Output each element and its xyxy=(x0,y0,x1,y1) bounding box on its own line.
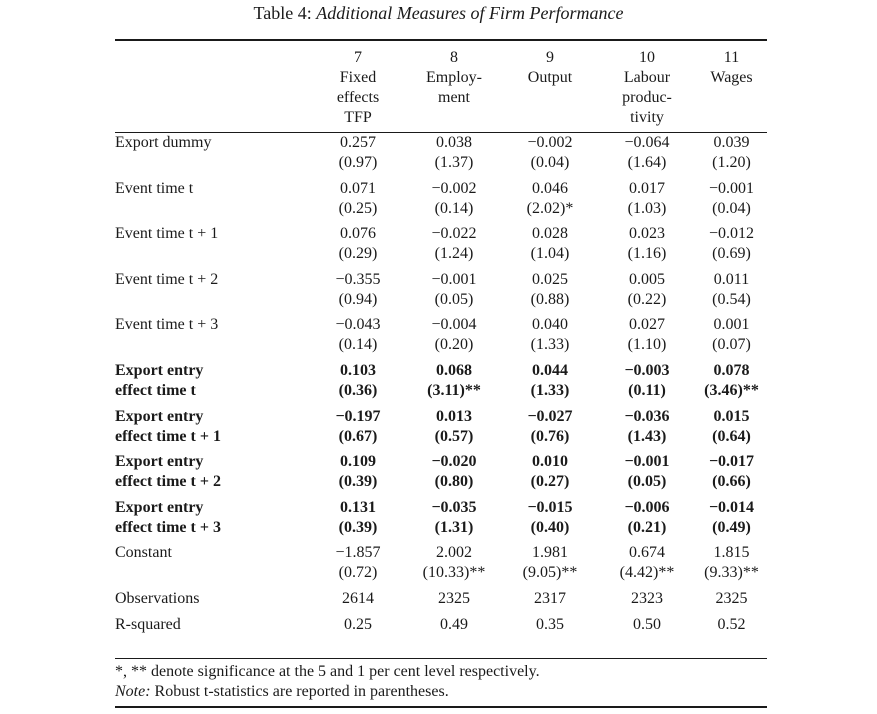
coefficient: 0.103 xyxy=(340,361,376,379)
value-cell xyxy=(406,133,502,179)
caption-title: Additional Measures of Firm Performance xyxy=(316,3,624,23)
t-statistic: (9.05)** xyxy=(522,564,578,582)
coefficient: 0.010 xyxy=(532,453,568,471)
summary-value: 2325 xyxy=(715,589,748,607)
table-row xyxy=(115,133,767,179)
significance-note: *, ** denote significance at the 5 and 1 per cent level respectively. xyxy=(115,663,540,680)
t-statistic: (1.31) xyxy=(434,518,474,536)
regression-table xyxy=(115,48,767,641)
t-statistic: (0.05) xyxy=(434,290,474,308)
value-cell xyxy=(696,224,767,270)
value-cell xyxy=(310,315,406,361)
coefficient: −0.001 xyxy=(624,453,670,471)
note-label: Note: xyxy=(115,683,151,700)
coefficient: −0.036 xyxy=(624,407,670,425)
value-cell xyxy=(598,179,696,225)
coefficient: 1.815 xyxy=(713,544,750,562)
column-header-row xyxy=(115,48,767,133)
t-statistic: (0.14) xyxy=(434,199,474,217)
coefficient: −0.015 xyxy=(527,498,573,516)
t-statistic: (0.29) xyxy=(338,245,378,263)
coefficient: 0.044 xyxy=(532,361,568,379)
t-statistic: (0.69) xyxy=(712,245,751,263)
coefficient: −0.014 xyxy=(708,498,755,516)
coefficient: 0.076 xyxy=(340,225,376,243)
t-statistic: (0.04) xyxy=(530,154,570,171)
value-cell xyxy=(598,224,696,270)
column-number: 7 xyxy=(354,49,362,66)
column-title-line: TFP xyxy=(344,109,372,126)
column-title-line: ment xyxy=(438,89,470,106)
summary-row xyxy=(115,589,767,615)
footer-rule xyxy=(115,658,767,659)
coefficient: 0.068 xyxy=(436,361,472,379)
summary-value: 0.25 xyxy=(344,615,372,633)
coefficient: −0.355 xyxy=(335,270,381,288)
value-cell xyxy=(310,498,406,544)
row-label xyxy=(115,179,310,225)
coefficient: −0.027 xyxy=(527,407,573,425)
t-statistic: (0.14) xyxy=(338,336,378,354)
value-cell xyxy=(502,498,598,544)
t-statistic: (1.20) xyxy=(712,154,751,171)
value-cell xyxy=(310,224,406,270)
t-statistic: (0.72) xyxy=(338,564,378,582)
value-cell xyxy=(502,224,598,270)
summary-value: 2325 xyxy=(438,589,470,607)
t-statistic: (0.22) xyxy=(627,290,667,308)
summary-row xyxy=(115,615,767,641)
value-cell xyxy=(696,361,767,407)
value-cell xyxy=(502,315,598,361)
row-label-line: effect time t + 1 xyxy=(115,427,221,445)
value-cell xyxy=(696,133,767,179)
value-cell xyxy=(406,543,502,589)
value-cell xyxy=(310,179,406,225)
row-label-line: Constant xyxy=(115,544,172,562)
t-statistic: (1.04) xyxy=(530,245,570,263)
value-cell xyxy=(598,361,696,407)
t-statistic: (0.94) xyxy=(338,290,378,308)
coefficient: 0.046 xyxy=(532,179,568,197)
t-statistic: (0.25) xyxy=(338,199,378,217)
value-cell xyxy=(598,543,696,589)
coefficient: 0.039 xyxy=(713,134,750,151)
value-cell xyxy=(696,407,767,453)
t-statistic: (3.46)** xyxy=(704,381,759,399)
table-row xyxy=(115,224,767,270)
row-label xyxy=(115,133,310,179)
value-cell xyxy=(598,498,696,544)
row-label-line: Event time t xyxy=(115,179,194,197)
t-statistic: (9.33)** xyxy=(704,564,759,582)
column-header xyxy=(406,48,502,133)
value-cell xyxy=(406,407,502,453)
value-cell xyxy=(310,133,406,179)
value-cell xyxy=(696,498,767,544)
coefficient: 0.017 xyxy=(629,179,665,197)
coefficient: −0.064 xyxy=(624,134,670,151)
t-statistic: (0.04) xyxy=(712,199,751,217)
table-row xyxy=(115,452,767,498)
table-row xyxy=(115,498,767,544)
row-label xyxy=(115,407,310,453)
t-statistic: (0.80) xyxy=(434,473,474,491)
column-number: 11 xyxy=(723,49,740,66)
t-statistic: (1.10) xyxy=(627,336,667,354)
row-label xyxy=(115,498,310,544)
summary-value: 2614 xyxy=(342,589,374,607)
coefficient: 0.011 xyxy=(713,270,750,288)
t-statistic: (1.16) xyxy=(627,245,667,263)
value-cell xyxy=(310,543,406,589)
t-statistic: (0.66) xyxy=(712,473,751,491)
coefficient: −0.020 xyxy=(431,453,477,471)
coefficient: −0.006 xyxy=(624,498,670,516)
column-header xyxy=(310,48,406,133)
t-statistic: (0.07) xyxy=(712,336,751,354)
t-statistic: (3.11)** xyxy=(427,381,481,399)
column-number: 10 xyxy=(639,49,655,66)
t-statistic: (0.88) xyxy=(530,290,570,308)
row-label xyxy=(115,543,310,589)
t-statistic: (0.27) xyxy=(530,473,570,491)
t-statistic: (0.11) xyxy=(628,381,666,399)
t-statistic: (0.49) xyxy=(712,518,751,536)
summary-value: 2317 xyxy=(534,589,566,607)
column-title-line: tivity xyxy=(630,109,664,126)
row-label xyxy=(115,315,310,361)
row-label-line: effect time t + 2 xyxy=(115,473,221,491)
coefficient: 0.078 xyxy=(713,361,750,379)
column-number: 9 xyxy=(546,49,554,66)
row-label xyxy=(115,224,310,270)
row-label-line: Export entry xyxy=(115,498,204,516)
coefficient: 0.013 xyxy=(436,407,472,425)
row-label-line: effect time t + 3 xyxy=(115,518,221,536)
summary-label: Observations xyxy=(115,589,200,607)
t-statistic: (0.97) xyxy=(338,154,378,171)
column-title-line: effects xyxy=(336,89,380,106)
coefficient: 0.001 xyxy=(713,316,750,334)
row-label xyxy=(115,270,310,316)
coefficient: 0.005 xyxy=(629,270,665,288)
value-cell xyxy=(696,543,767,589)
value-cell xyxy=(406,498,502,544)
column-header xyxy=(696,48,767,133)
stub-header xyxy=(115,48,310,133)
column-title-line: Labour xyxy=(623,69,671,86)
t-statistic: (4.42)** xyxy=(619,564,675,582)
value-cell xyxy=(696,270,767,316)
coefficient: 0.109 xyxy=(340,453,376,471)
caption-prefix: Table 4: xyxy=(253,3,312,23)
coefficient: −0.043 xyxy=(335,316,381,334)
column-title-line: Employ- xyxy=(426,69,482,86)
t-statistic: (1.24) xyxy=(434,245,474,263)
row-label xyxy=(115,361,310,407)
column-title-line: Output xyxy=(527,69,573,86)
t-statistic: (0.40) xyxy=(530,518,570,536)
t-statistic: (10.33)** xyxy=(422,564,486,582)
value-cell xyxy=(406,452,502,498)
table-caption xyxy=(0,2,877,24)
value-cell xyxy=(598,315,696,361)
coefficient: 0.071 xyxy=(340,179,376,197)
value-cell xyxy=(406,361,502,407)
value-cell xyxy=(310,361,406,407)
t-statistic: (0.21) xyxy=(627,518,667,536)
t-statistic: (1.33) xyxy=(530,381,570,399)
table-body xyxy=(115,133,767,641)
summary-value: 0.35 xyxy=(536,615,564,633)
value-cell xyxy=(502,543,598,589)
table-row xyxy=(115,315,767,361)
summary-value: 0.49 xyxy=(440,615,468,633)
coefficient: 1.981 xyxy=(532,544,568,562)
t-statistic: (0.39) xyxy=(338,518,378,536)
coefficient: 2.002 xyxy=(436,544,472,562)
coefficient: −0.004 xyxy=(431,316,477,334)
coefficient: −0.002 xyxy=(527,134,573,151)
row-label-line: Event time t + 1 xyxy=(115,225,219,243)
t-statistic: (0.05) xyxy=(627,473,667,491)
t-statistic: (0.39) xyxy=(338,473,378,491)
coefficient: −0.001 xyxy=(708,179,755,197)
t-statistic: (0.57) xyxy=(434,427,474,445)
value-cell xyxy=(502,452,598,498)
summary-value: 0.52 xyxy=(717,615,746,633)
summary-value: 0.50 xyxy=(633,615,661,633)
row-label-line: Export dummy xyxy=(115,134,212,151)
value-cell xyxy=(502,270,598,316)
t-statistic: (0.64) xyxy=(712,427,751,445)
note-text: Robust t-statistics are reported in parentheses. xyxy=(150,683,449,700)
column-title-line: Wages xyxy=(710,69,753,86)
value-cell xyxy=(502,133,598,179)
coefficient: −1.857 xyxy=(335,544,381,562)
column-number: 8 xyxy=(450,49,458,66)
column-header xyxy=(502,48,598,133)
table-row xyxy=(115,543,767,589)
t-statistic: (1.43) xyxy=(627,427,667,445)
value-cell xyxy=(696,179,767,225)
coefficient: 0.040 xyxy=(532,316,568,334)
t-statistic: (2.02)* xyxy=(526,199,574,217)
value-cell xyxy=(406,224,502,270)
value-cell xyxy=(406,315,502,361)
coefficient: −0.012 xyxy=(708,225,755,243)
summary-value: 2323 xyxy=(631,589,663,607)
row-label-line: Export entry xyxy=(115,407,204,425)
coefficient: 0.015 xyxy=(713,407,750,425)
row-label-line: Event time t + 3 xyxy=(115,316,219,334)
value-cell xyxy=(696,315,767,361)
row-label-line: effect time t xyxy=(115,381,196,399)
column-title-line: produc- xyxy=(622,89,672,106)
coefficient: −0.001 xyxy=(431,270,477,288)
row-label-line: Export entry xyxy=(115,361,204,379)
coefficient: −0.035 xyxy=(431,498,477,516)
summary-label: R-squared xyxy=(115,615,181,633)
coefficient: −0.002 xyxy=(431,179,477,197)
coefficient: −0.017 xyxy=(708,453,755,471)
value-cell xyxy=(310,270,406,316)
value-cell xyxy=(598,270,696,316)
coefficient: 0.257 xyxy=(340,134,376,151)
table-row xyxy=(115,270,767,316)
coefficient: 0.674 xyxy=(629,544,665,562)
value-cell xyxy=(598,452,696,498)
table-row xyxy=(115,361,767,407)
coefficient: 0.038 xyxy=(436,134,472,151)
t-statistic: (0.36) xyxy=(338,381,378,399)
value-cell xyxy=(406,270,502,316)
coefficient: 0.025 xyxy=(532,270,568,288)
value-cell xyxy=(502,361,598,407)
table-footnotes xyxy=(115,662,767,702)
row-label-line: Export entry xyxy=(115,453,204,471)
value-cell xyxy=(310,452,406,498)
table-row xyxy=(115,179,767,225)
top-rule xyxy=(115,39,767,41)
coefficient: 0.023 xyxy=(629,225,665,243)
coefficient: 0.131 xyxy=(340,498,376,516)
coefficient: −0.197 xyxy=(335,407,381,425)
value-cell xyxy=(696,452,767,498)
t-statistic: (0.20) xyxy=(434,336,474,354)
value-cell xyxy=(598,133,696,179)
t-statistic: (1.33) xyxy=(530,336,570,354)
robust-note xyxy=(115,682,767,702)
value-cell xyxy=(502,179,598,225)
coefficient: 0.028 xyxy=(532,225,568,243)
value-cell xyxy=(310,407,406,453)
coefficient: 0.027 xyxy=(629,316,665,334)
bottom-rule xyxy=(115,706,767,708)
value-cell xyxy=(502,407,598,453)
row-label-line: Event time t + 2 xyxy=(115,270,219,288)
value-cell xyxy=(406,179,502,225)
t-statistic: (0.76) xyxy=(530,427,570,445)
column-header xyxy=(598,48,696,133)
table-row xyxy=(115,407,767,453)
t-statistic: (0.67) xyxy=(338,427,378,445)
coefficient: −0.022 xyxy=(431,225,477,243)
column-title-line: Fixed xyxy=(339,69,377,86)
t-statistic: (1.64) xyxy=(627,154,667,171)
row-label xyxy=(115,452,310,498)
t-statistic: (1.37) xyxy=(434,154,474,171)
t-statistic: (1.03) xyxy=(627,199,667,217)
coefficient: −0.003 xyxy=(624,361,670,379)
value-cell xyxy=(598,407,696,453)
t-statistic: (0.54) xyxy=(712,290,751,308)
